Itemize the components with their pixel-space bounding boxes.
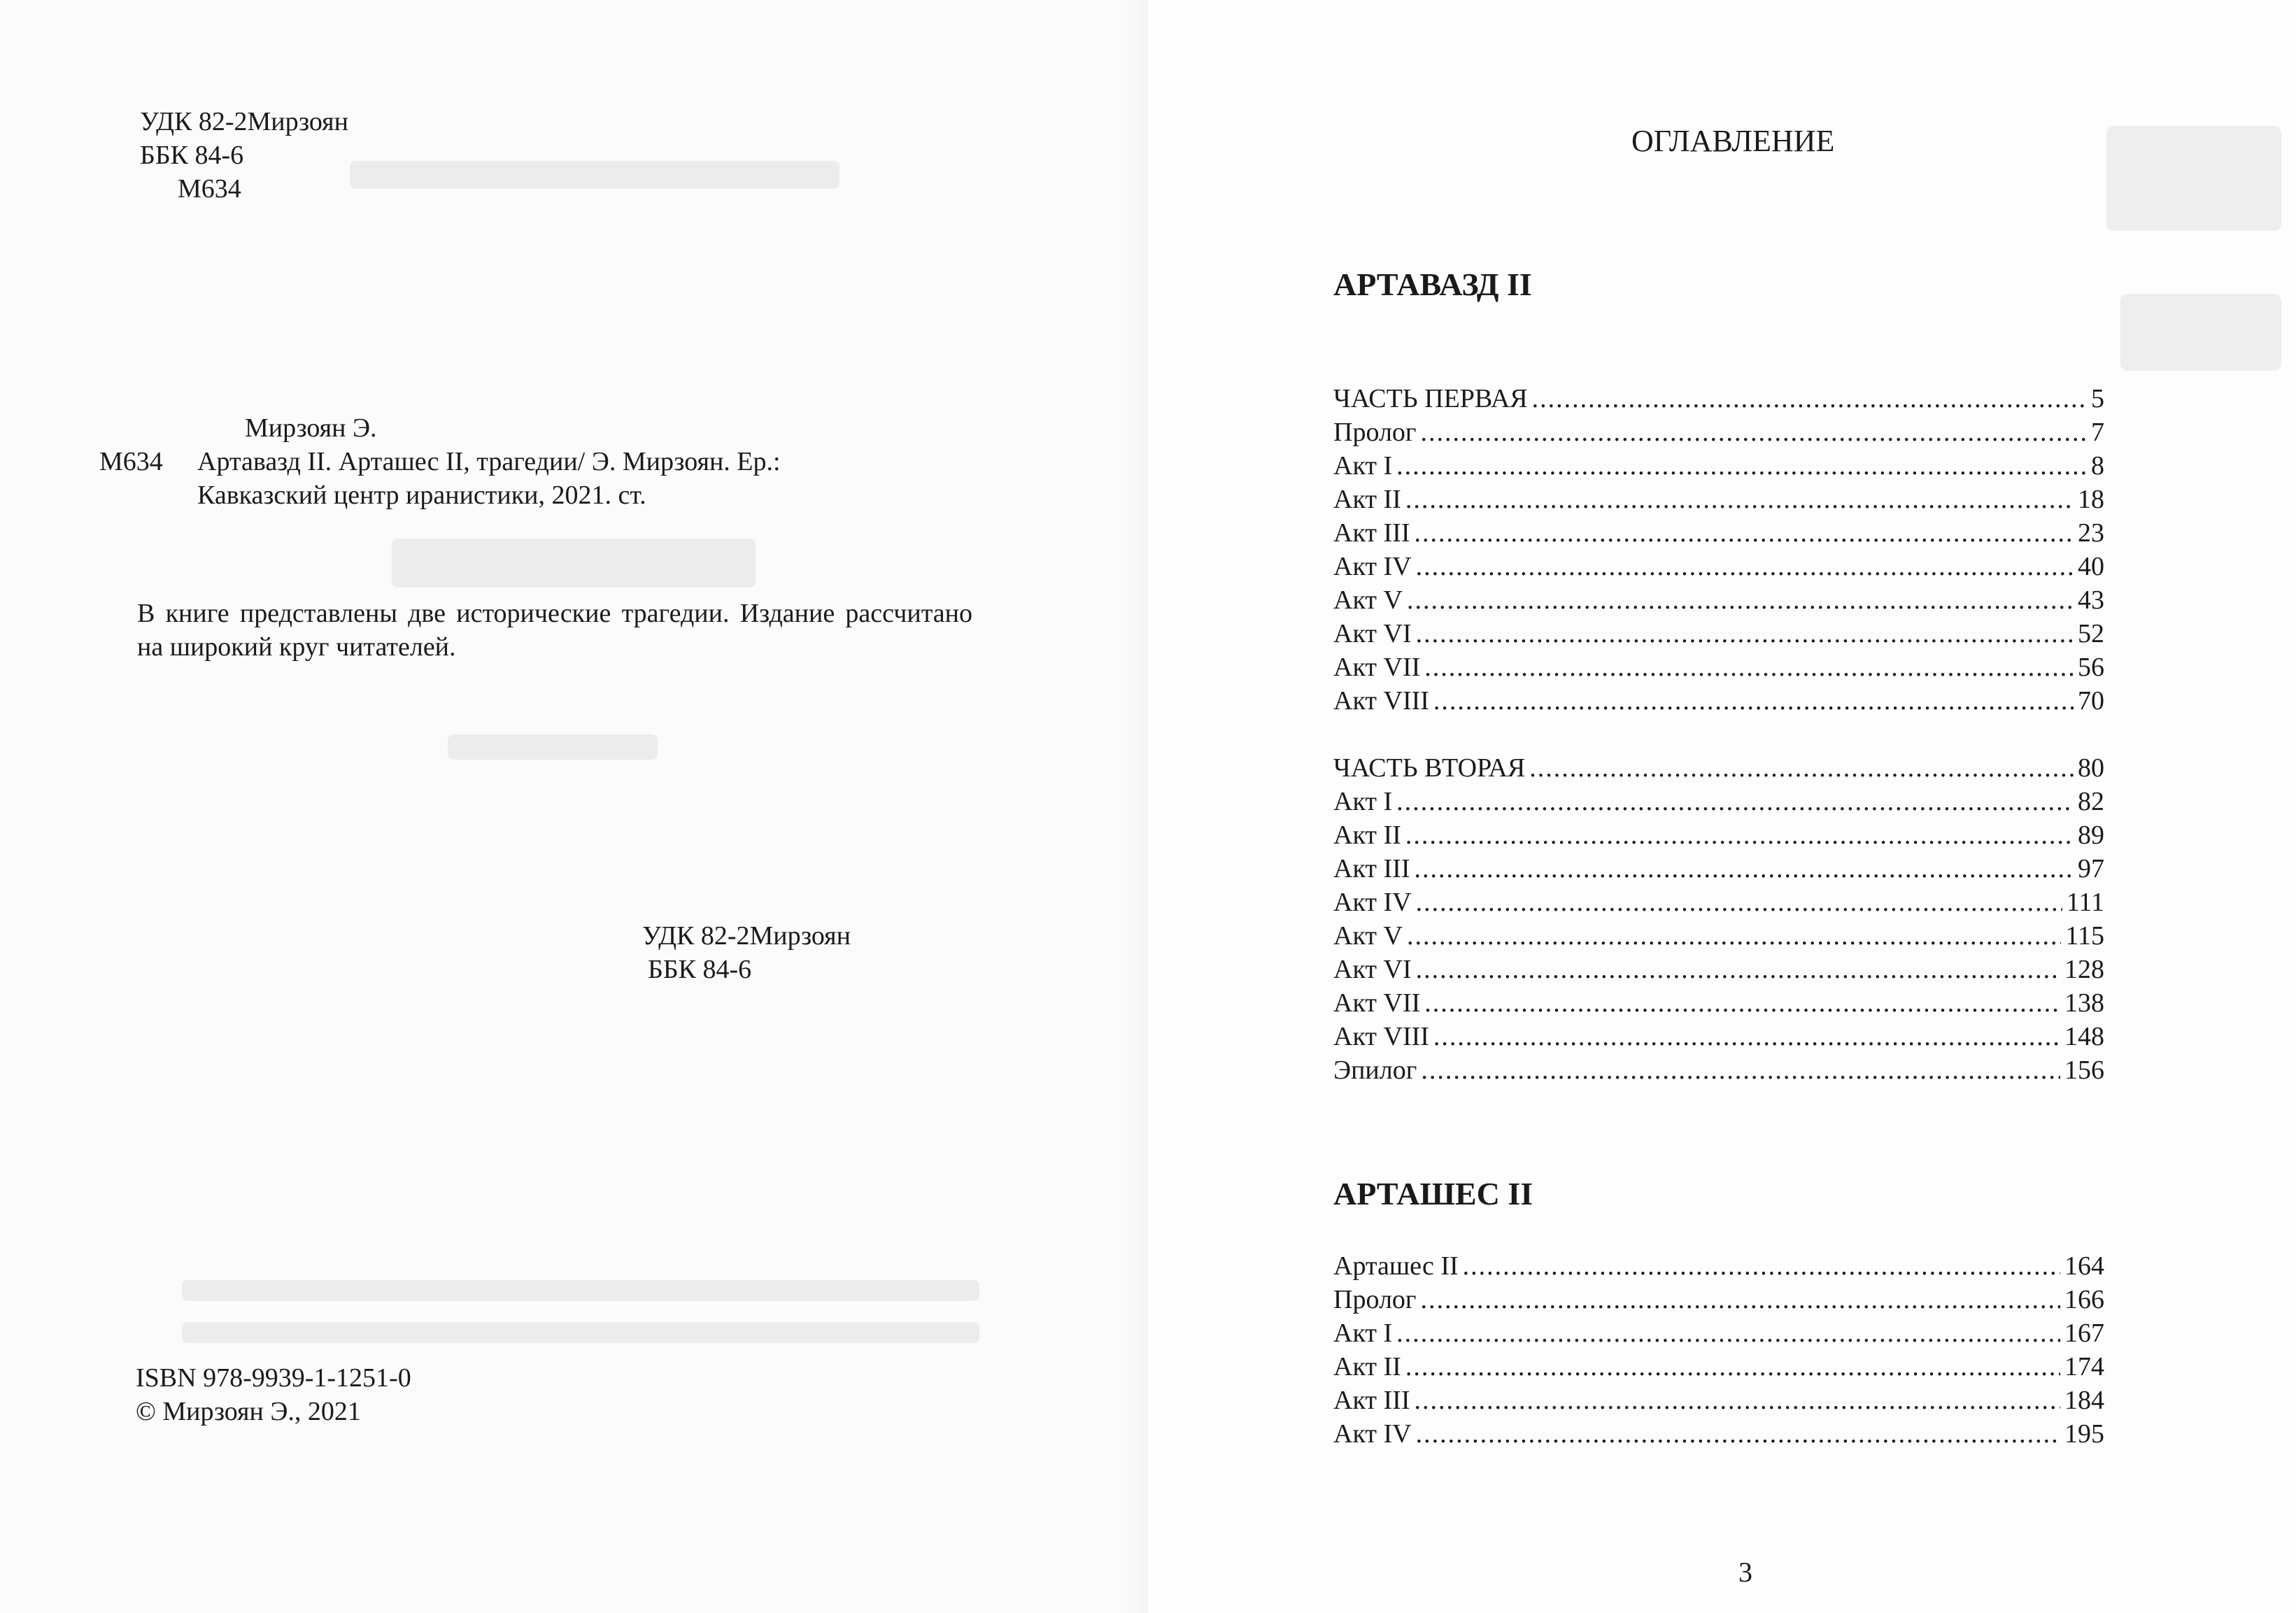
toc-entry-label: Акт II xyxy=(1333,820,1401,850)
isbn: ISBN 978-9939-1-1251-0 xyxy=(136,1363,411,1393)
toc-artashes xyxy=(1333,1249,2104,1451)
work-title-artavazd: АРТАВАЗД II xyxy=(1333,267,1532,302)
toc-entry xyxy=(1333,1249,2104,1283)
toc-entry-label: Акт VII xyxy=(1333,988,1421,1018)
toc-entry-page: 164 xyxy=(2064,1251,2104,1281)
toc-entry-label: Акт I xyxy=(1333,787,1393,816)
toc-entry xyxy=(1333,919,2104,953)
toc-entry xyxy=(1333,415,2104,449)
toc-entry-label: Акт III xyxy=(1333,854,1410,883)
toc-entry-label: Акт V xyxy=(1333,921,1403,951)
toc-entry-label: Акт II xyxy=(1333,485,1401,514)
toc-entry-page: 148 xyxy=(2064,1022,2104,1051)
toc-entry-label: Акт I xyxy=(1333,1319,1393,1348)
toc-entry xyxy=(1333,651,2104,684)
toc-entry-label: Акт II xyxy=(1333,1352,1401,1381)
toc-entry-label: Акт VIII xyxy=(1333,1022,1429,1051)
page-number: 3 xyxy=(1738,1556,1752,1588)
toc-leader-dots xyxy=(1396,449,2087,483)
toc-entry-page: 111 xyxy=(2066,888,2104,917)
bib-title-line: Артавазд II. Арташес II, трагедии/ Э. Мирзоян. Ер.: xyxy=(197,447,781,476)
toc-leader-dots xyxy=(1421,415,2088,449)
toc-entry-label: Пролог xyxy=(1333,1285,1417,1314)
toc-entry-label: Акт VI xyxy=(1333,955,1412,984)
toc-entry xyxy=(1333,382,2104,415)
toc-entry-label: Акт VI xyxy=(1333,619,1412,648)
bleed-through xyxy=(448,734,658,760)
toc-leader-dots xyxy=(1396,785,2074,818)
toc-leader-dots xyxy=(1407,919,2061,953)
toc-entry-label: Эпилог xyxy=(1333,1056,1417,1085)
toc-entry-page: 174 xyxy=(2064,1352,2104,1381)
toc-leader-dots xyxy=(1424,651,2074,684)
toc-leader-dots xyxy=(1396,1316,2060,1350)
toc-entry xyxy=(1333,818,2104,852)
toc-leader-dots xyxy=(1529,751,2074,785)
toc-entry-page: 43 xyxy=(2078,585,2104,615)
bib-mark: М634 xyxy=(99,447,163,476)
toc-entry xyxy=(1333,785,2104,818)
toc-leader-dots xyxy=(1414,516,2074,550)
toc-entry-label: Акт III xyxy=(1333,1386,1410,1415)
toc-entry xyxy=(1333,1020,2104,1053)
toc-entry xyxy=(1333,751,2104,785)
toc-entry-page: 128 xyxy=(2064,955,2104,984)
toc-leader-dots xyxy=(1421,1283,2061,1316)
toc-entry xyxy=(1333,1316,2104,1350)
toc-entry-page: 89 xyxy=(2078,820,2104,850)
toc-entry xyxy=(1333,852,2104,886)
toc-entry xyxy=(1333,550,2104,583)
udk-code-top: УДК 82-2Мирзоян xyxy=(140,107,348,136)
toc-entry xyxy=(1333,617,2104,651)
toc-entry-label: Акт IV xyxy=(1333,1419,1412,1449)
toc-entry-page: 97 xyxy=(2078,854,2104,883)
bleed-through xyxy=(350,161,839,189)
toc-entry xyxy=(1333,886,2104,919)
toc-entry-label: Акт IV xyxy=(1333,888,1412,917)
toc-entry-page: 156 xyxy=(2064,1056,2104,1085)
toc-artavazd xyxy=(1333,382,2104,1087)
toc-leader-dots xyxy=(1416,550,2074,583)
toc-entry-page: 166 xyxy=(2064,1285,2104,1314)
toc-entry-page: 138 xyxy=(2064,988,2104,1018)
toc-leader-dots xyxy=(1433,1020,2060,1053)
toc-leader-dots xyxy=(1414,1384,2060,1417)
toc-entry-label: ЧАСТЬ ВТОРАЯ xyxy=(1333,753,1526,783)
toc-entry-page: 23 xyxy=(2078,518,2104,548)
toc-leader-dots xyxy=(1405,483,2074,516)
toc-entry-page: 5 xyxy=(2091,384,2104,413)
toc-entry-label: ЧАСТЬ ПЕРВАЯ xyxy=(1333,384,1528,413)
toc-entry-page: 70 xyxy=(2078,686,2104,716)
toc-entry-label: Акт I xyxy=(1333,451,1393,481)
toc-entry-page: 195 xyxy=(2064,1419,2104,1449)
work-title-artashes: АРТАШЕС II xyxy=(1333,1176,1533,1211)
toc-entry xyxy=(1333,583,2104,617)
toc-entry-label: Пролог xyxy=(1333,418,1417,447)
toc-entry-label: Акт VII xyxy=(1333,653,1421,682)
bbk-code-top: ББК 84-6 xyxy=(140,141,244,170)
toc-entry-label: Акт III xyxy=(1333,518,1410,548)
toc-entry-label: Арташес II xyxy=(1333,1251,1459,1281)
bib-publisher-line: Кавказский центр иранистики, 2021. ст. xyxy=(197,481,646,510)
toc-entry-label: Акт IV xyxy=(1333,552,1412,581)
toc-leader-dots xyxy=(1416,953,2060,986)
toc-entry-page: 80 xyxy=(2078,753,2104,783)
toc-entry xyxy=(1333,483,2104,516)
toc-entry-page: 18 xyxy=(2078,485,2104,514)
toc-leader-dots xyxy=(1416,1417,2060,1451)
toc-entry-label: Акт VIII xyxy=(1333,686,1429,716)
toc-entry-page: 8 xyxy=(2091,451,2104,481)
toc-leader-dots xyxy=(1405,1350,2060,1384)
toc-title: ОГЛАВЛЕНИЕ xyxy=(1631,124,1835,158)
toc-entry-label: Акт V xyxy=(1333,585,1403,615)
toc-leader-dots xyxy=(1463,1249,2060,1283)
toc-entry-page: 40 xyxy=(2078,552,2104,581)
toc-leader-dots xyxy=(1405,818,2074,852)
toc-leader-dots xyxy=(1407,583,2074,617)
toc-leader-dots xyxy=(1414,852,2074,886)
toc-entry xyxy=(1333,986,2104,1020)
toc-entry xyxy=(1333,1350,2104,1384)
toc-entry xyxy=(1333,1384,2104,1417)
toc-entry-page: 184 xyxy=(2064,1386,2104,1415)
toc-entry-page: 56 xyxy=(2078,653,2104,682)
toc-entry-page: 52 xyxy=(2078,619,2104,648)
toc-spacer xyxy=(1333,718,2104,751)
toc-leader-dots xyxy=(1416,617,2074,651)
author-mark-top: М634 xyxy=(178,174,241,204)
toc-entry-page: 115 xyxy=(2065,921,2104,951)
bleed-through xyxy=(182,1322,979,1343)
toc-entry-page: 7 xyxy=(2091,418,2104,447)
copyright: © Мирзоян Э., 2021 xyxy=(136,1397,361,1426)
toc-entry xyxy=(1333,684,2104,718)
toc-leader-dots xyxy=(1433,684,2074,718)
toc-entry-page: 82 xyxy=(2078,787,2104,816)
toc-entry xyxy=(1333,516,2104,550)
toc-entry-page: 167 xyxy=(2064,1319,2104,1348)
toc-entry xyxy=(1333,1283,2104,1316)
toc-leader-dots xyxy=(1532,382,2087,415)
bleed-through xyxy=(2106,126,2281,231)
annotation: В книге представлены две исторические трагедии. Издание рассчитано на широкий круг читателей. xyxy=(137,599,972,662)
toc-leader-dots xyxy=(1424,986,2060,1020)
bleed-through xyxy=(2120,294,2281,371)
udk-code-bottom: УДК 82-2Мирзоян xyxy=(642,921,851,951)
toc-entry xyxy=(1333,1417,2104,1451)
bbk-code-bottom: ББК 84-6 xyxy=(648,955,752,984)
bib-author: Мирзоян Э. xyxy=(245,413,377,443)
toc-entry xyxy=(1333,449,2104,483)
toc-leader-dots xyxy=(1416,886,2062,919)
toc-entry xyxy=(1333,1053,2104,1087)
bleed-through xyxy=(182,1280,979,1301)
bleed-through xyxy=(392,539,756,588)
toc-entry xyxy=(1333,953,2104,986)
toc-leader-dots xyxy=(1421,1053,2060,1087)
